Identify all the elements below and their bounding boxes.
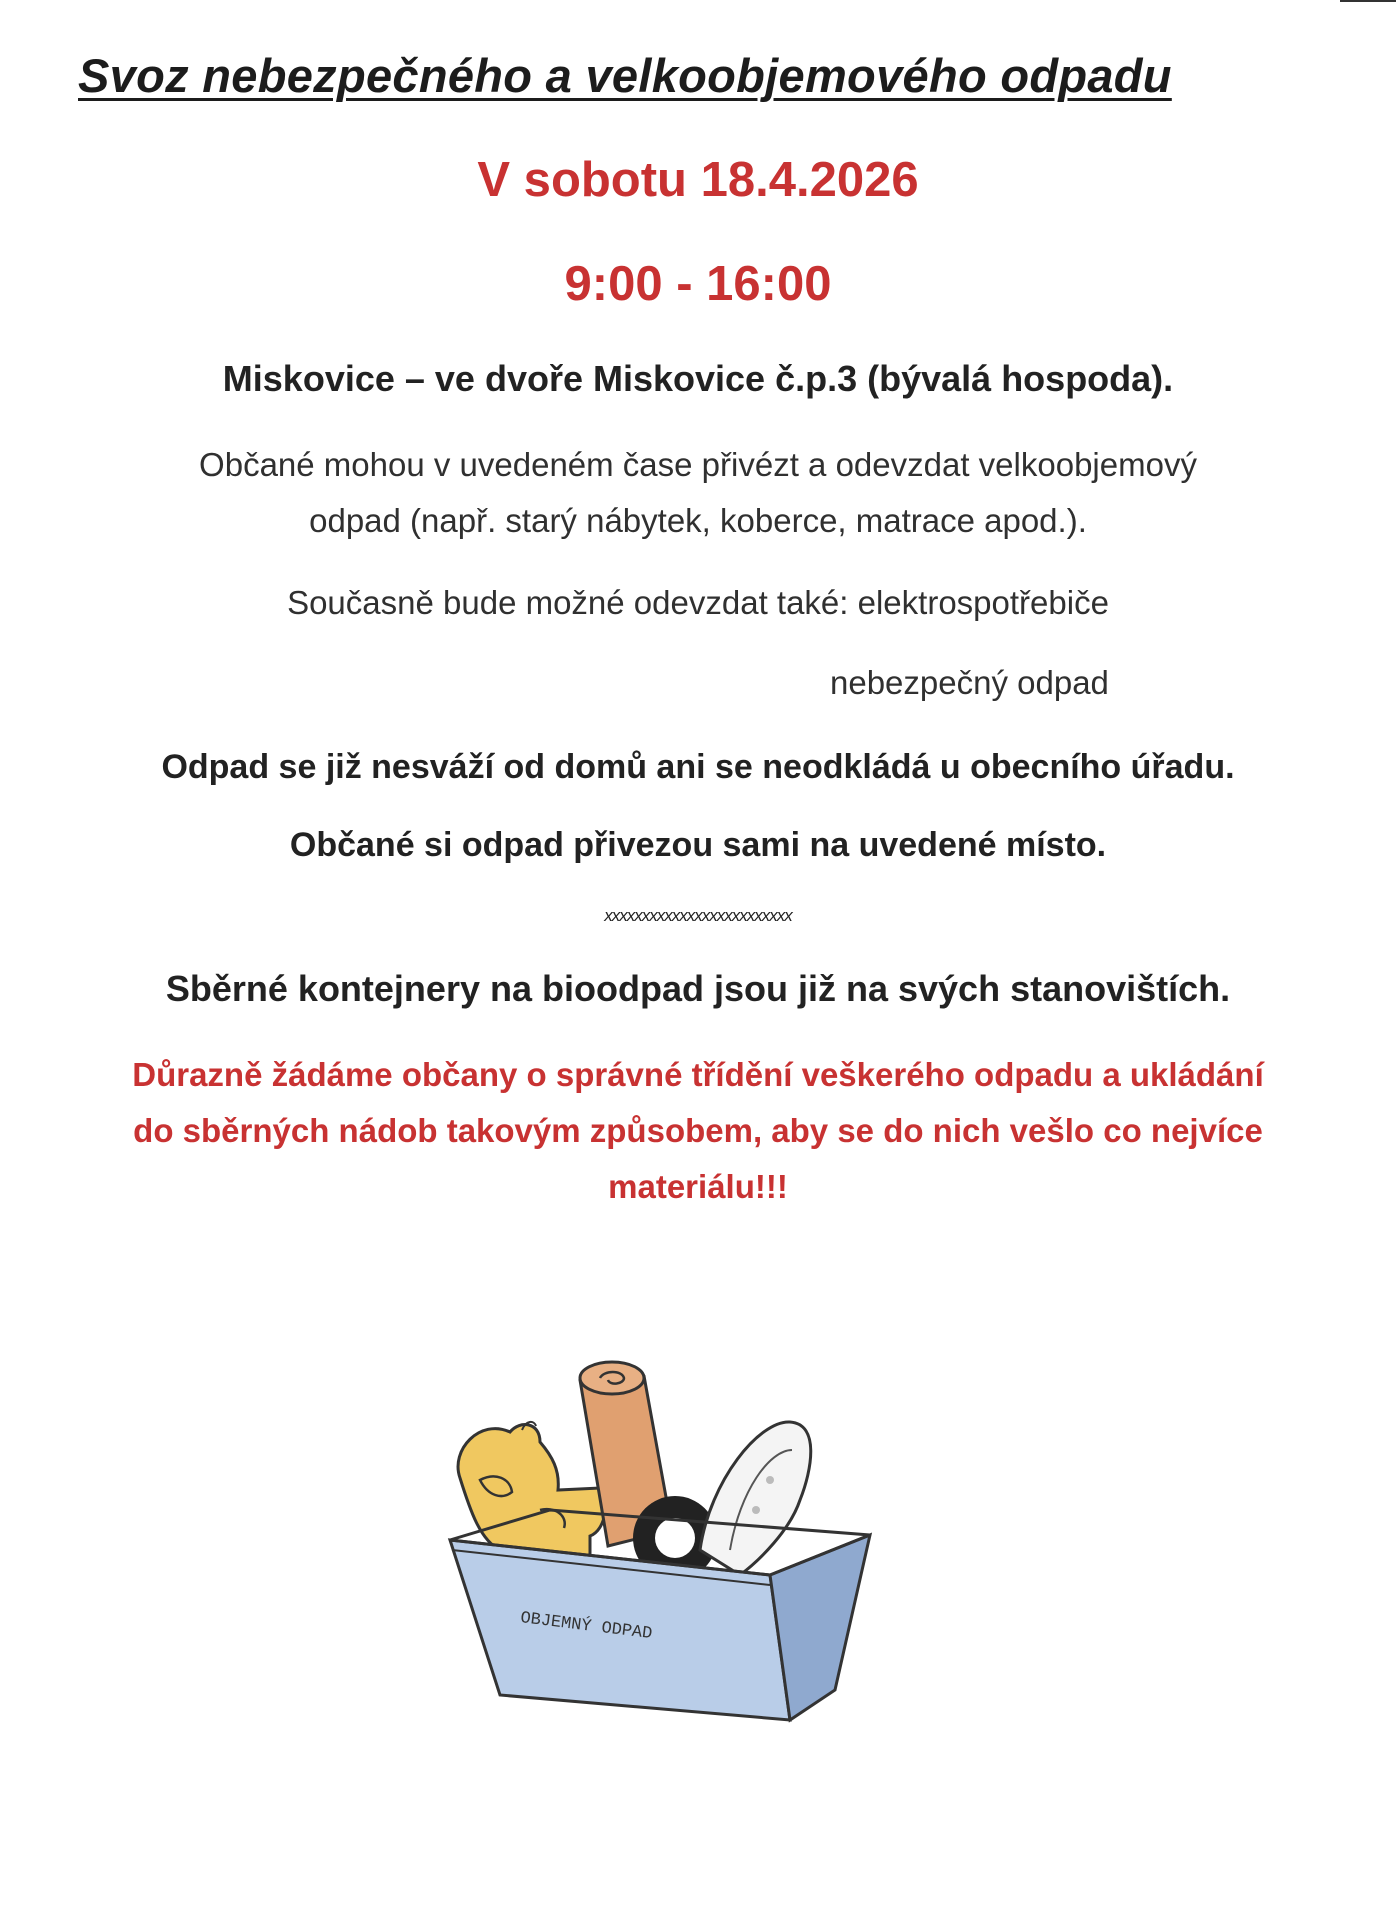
appeal-line-3: materiálu!!! bbox=[608, 1168, 788, 1205]
info-paragraph-line-1: Občané mohou v uvedeném čase přivézt a odevzdat velkoobjemový bbox=[199, 446, 1197, 483]
separator: xxxxxxxxxxxxxxxxxxxxxxxxx bbox=[604, 906, 792, 925]
info-paragraph-line-2: odpad (např. starý nábytek, koberce, matrace apod.). bbox=[309, 502, 1087, 539]
notice-no-collection: Odpad se již nesváží od domů ani se neodkládá u obecního úřadu. bbox=[161, 748, 1235, 786]
notice-bring-yourself: Občané si odpad přivezou sami na uvedené místo. bbox=[289, 826, 1107, 864]
bulky-waste-container-illustration bbox=[440, 1360, 910, 1730]
page-title: Svoz nebezpečného a velkoobjemového odpadu bbox=[78, 49, 1172, 102]
appeal-line-1: Důrazně žádáme občany o správné třídění veškerého odpadu a ukládání bbox=[132, 1056, 1264, 1093]
appeal-line-2: do sběrných nádob takovým způsobem, aby se do nich vešlo co nejvíce bbox=[133, 1112, 1263, 1149]
event-location: Miskovice – ve dvoře Miskovice č.p.3 (bývalá hospoda). bbox=[222, 358, 1174, 399]
container-label: OBJEMNÝ ODPAD bbox=[519, 1609, 654, 1645]
armchair-icon bbox=[458, 1422, 605, 1560]
scan-edge-mark bbox=[1340, 0, 1396, 2]
mattress-icon bbox=[700, 1422, 811, 1575]
bio-containers-notice: Sběrné kontejnery na bioodpad jsou již na svých stanovištích. bbox=[165, 968, 1231, 1009]
additional-items-continuation: nebezpečný odpad bbox=[830, 664, 1109, 701]
additional-items-line: Současně bude možné odevzdat také: elektrospotřebiče bbox=[287, 584, 1109, 621]
event-time: 9:00 - 16:00 bbox=[564, 257, 832, 311]
event-date: V sobotu 18.4.2026 bbox=[477, 153, 919, 207]
